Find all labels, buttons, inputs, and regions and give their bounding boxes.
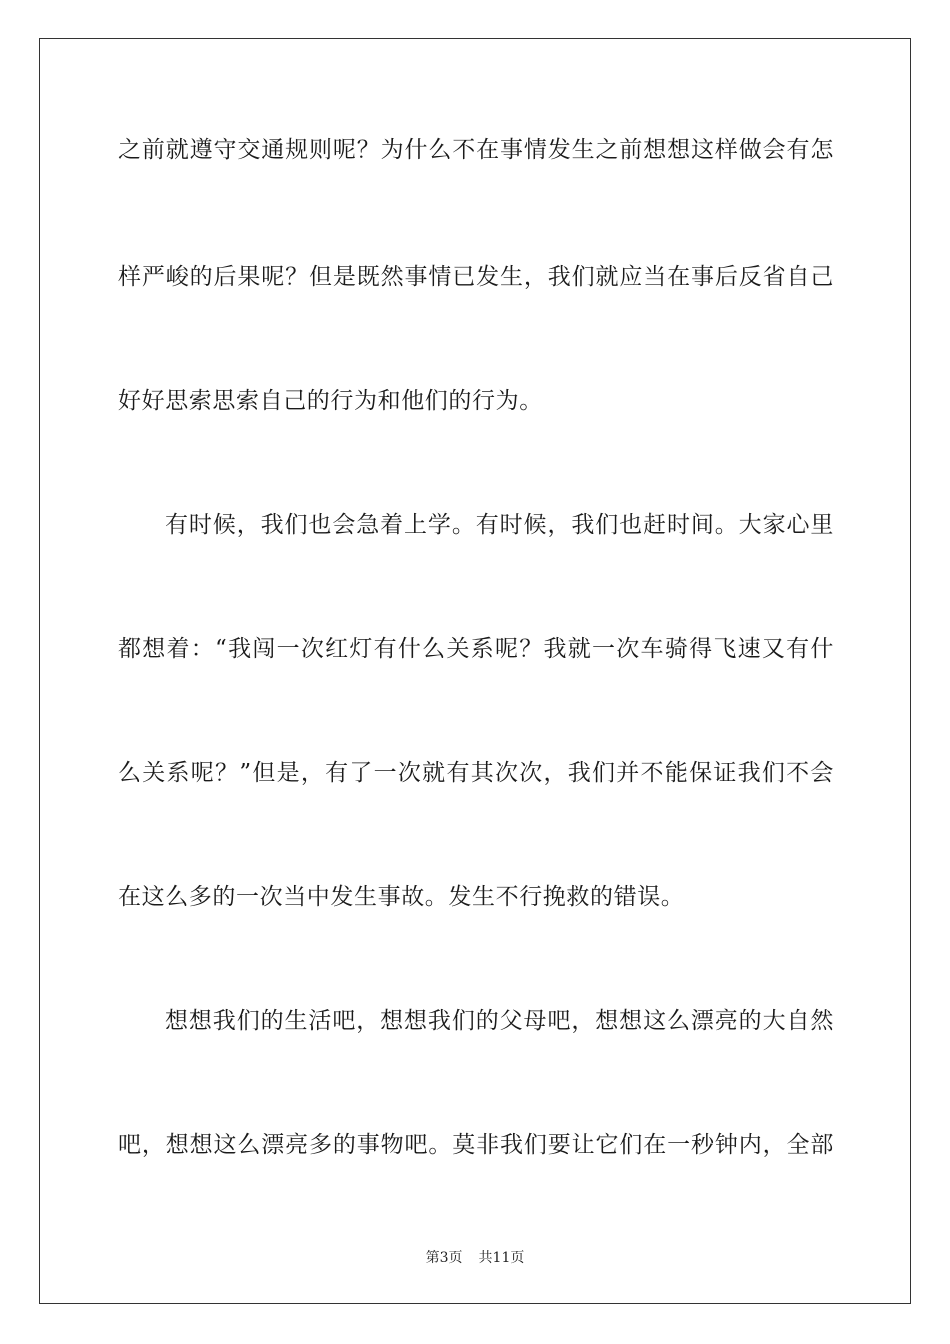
paragraph-line: 好好思索思索自己的行为和他们的行为。 xyxy=(118,388,543,414)
paragraph-line: 么关系呢？”但是，有了一次就有其次次，我们并不能保证我们不会 xyxy=(118,760,834,786)
paragraph-line: 都想着：“我闯一次红灯有什么关系呢？我就一次车骑得飞速又有什 xyxy=(118,636,834,662)
page-number: 第3页 xyxy=(425,1250,463,1266)
paragraph-line: 有时候，我们也会急着上学。有时候，我们也赶时间。大家心里 xyxy=(165,512,834,538)
page-footer xyxy=(0,1247,950,1267)
paragraph-line: 在这么多的一次当中发生事故。发生不行挽救的错误。 xyxy=(118,884,685,910)
page-total: 共11页 xyxy=(478,1250,525,1266)
paragraph-line: 样严峻的后果呢？但是既然事情已发生，我们就应当在事后反省自己 xyxy=(118,264,834,290)
paragraph-line: 吧，想想这么漂亮多的事物吧。莫非我们要让它们在一秒钟内，全部 xyxy=(118,1132,834,1158)
paragraph-line: 想想我们的生活吧，想想我们的父母吧，想想这么漂亮的大自然 xyxy=(165,1008,834,1034)
page-frame xyxy=(39,38,911,1304)
paragraph-line: 之前就遵守交通规则呢？为什么不在事情发生之前想想这样做会有怎 xyxy=(118,137,834,163)
